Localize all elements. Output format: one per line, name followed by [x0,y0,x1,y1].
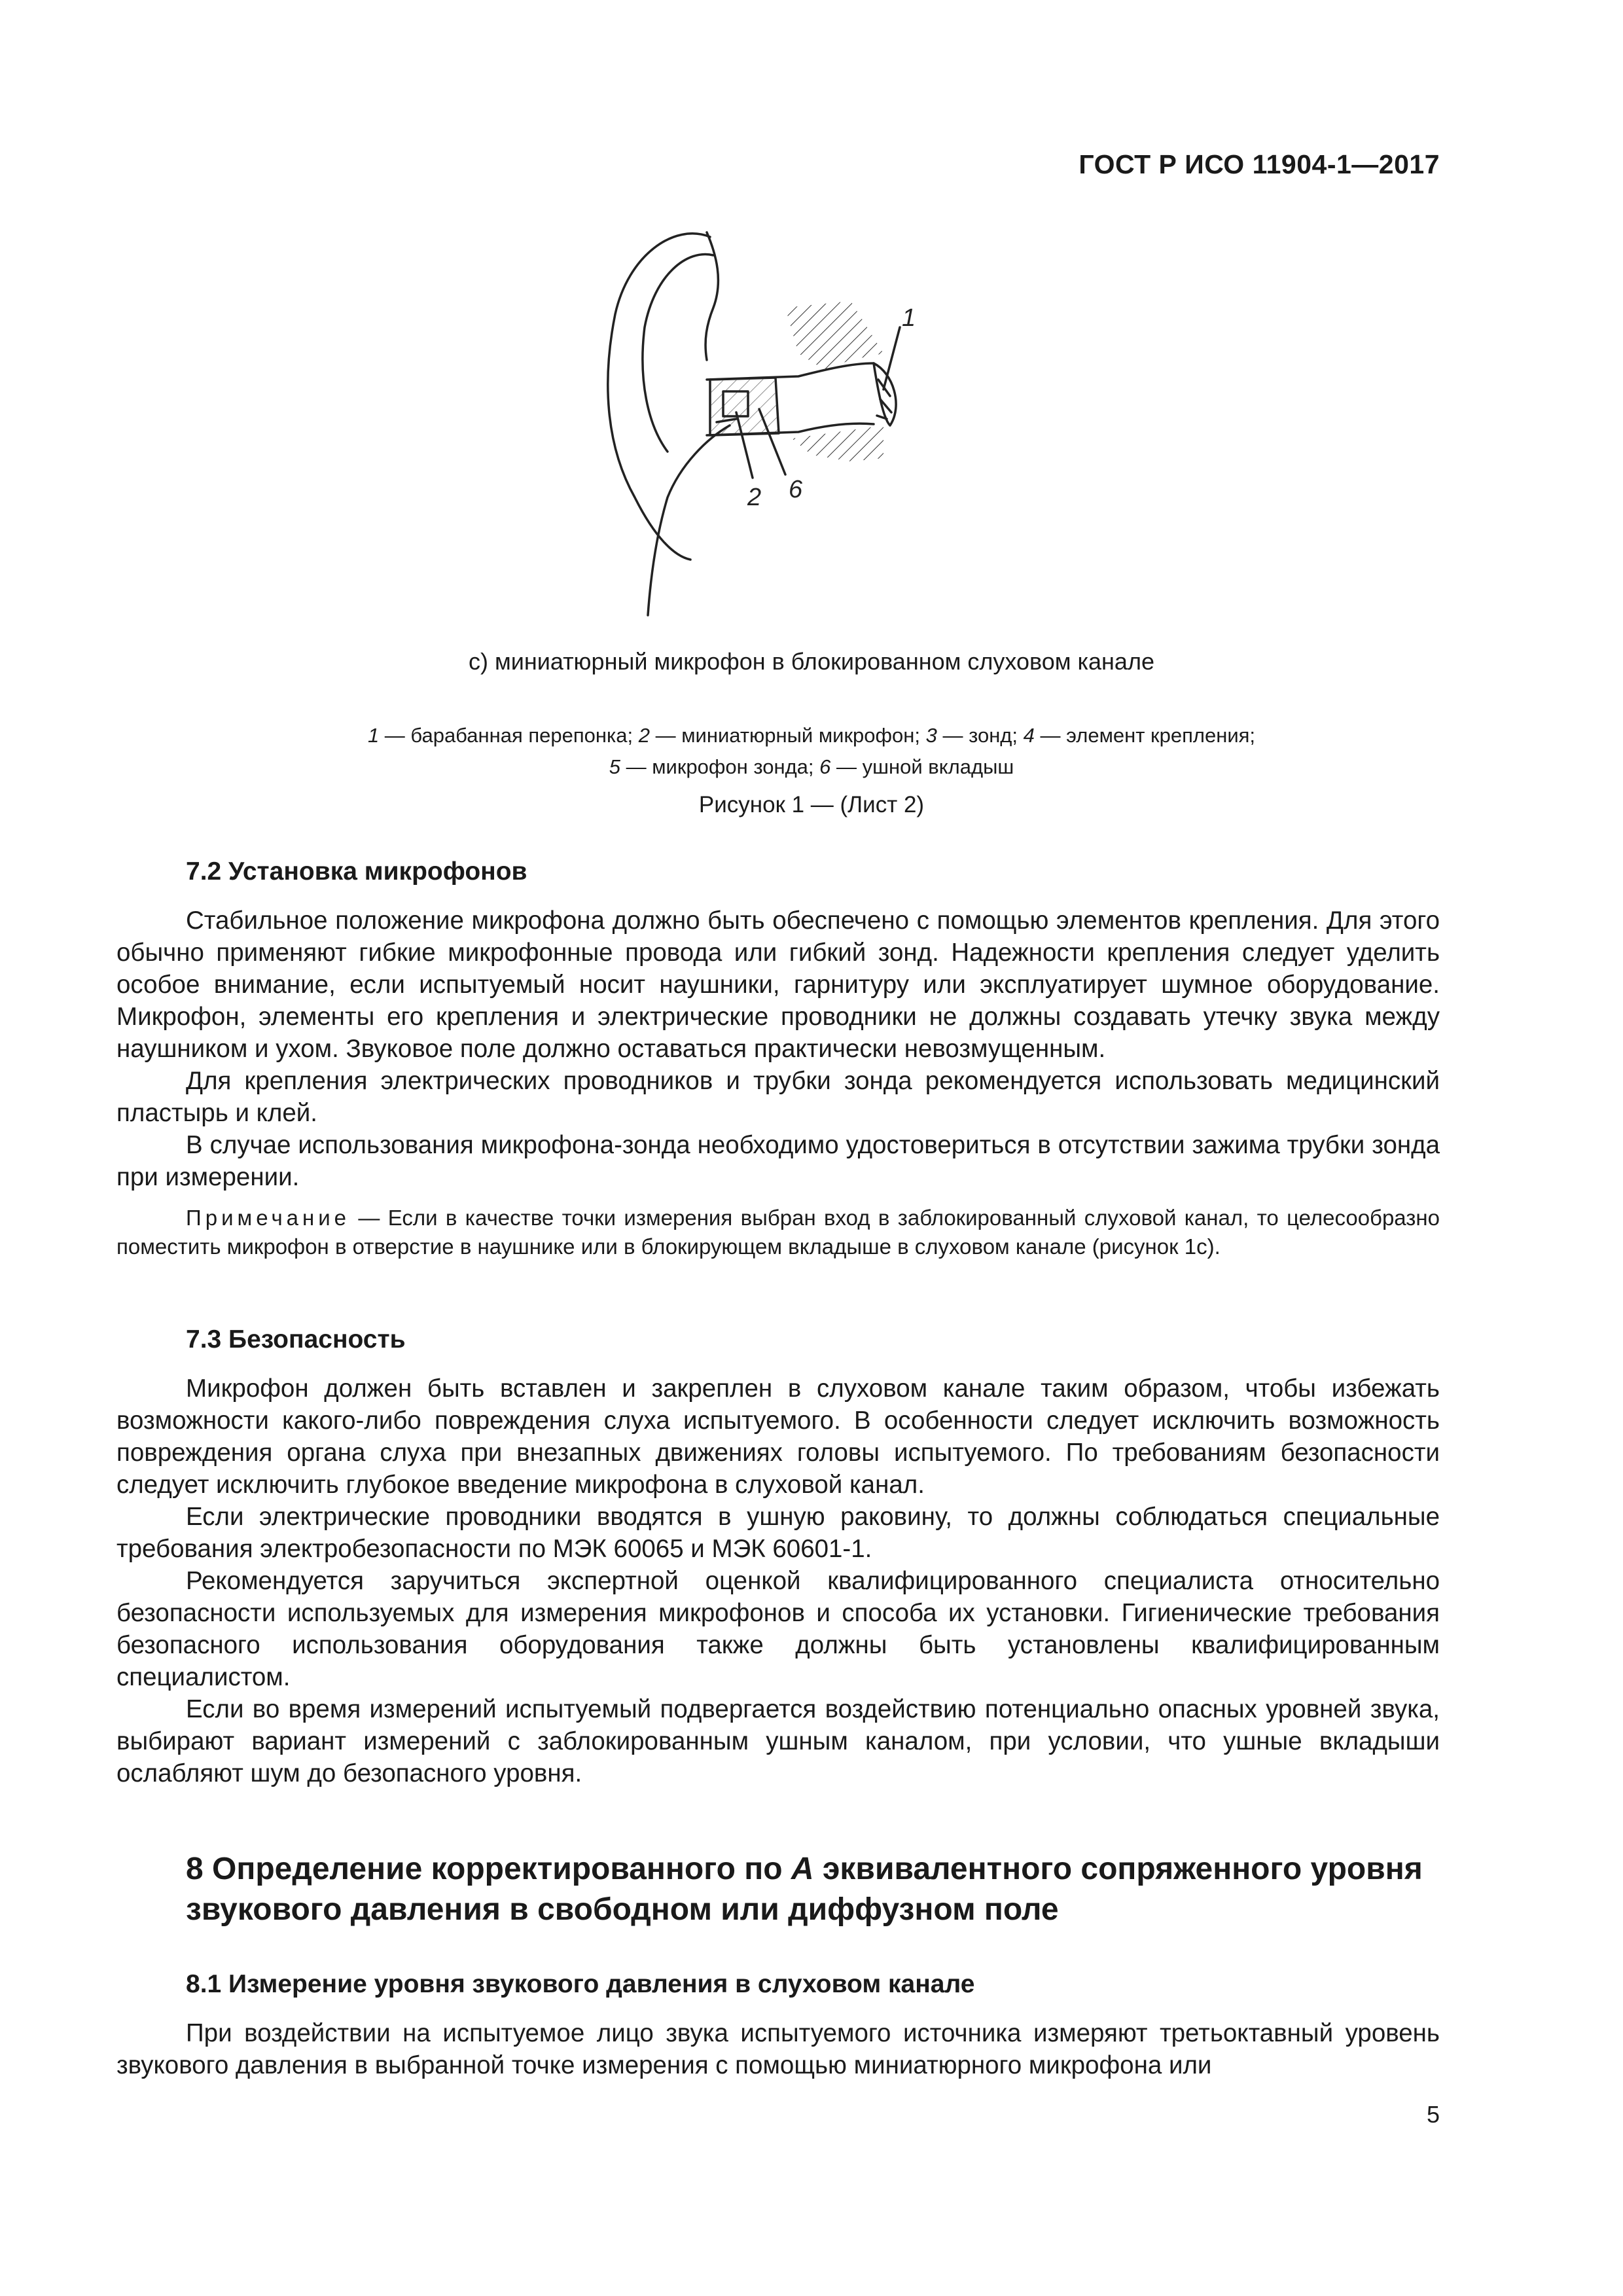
figure-legend [0,720,1623,783]
section-heading: 7.2 Установка микрофонов [186,857,527,886]
legend-line-1 [0,720,1623,751]
pinna-inner-fold [643,254,713,452]
head-contour [705,232,718,360]
paragraph: В случае использования микрофона-зонда необходимо удостовериться в отсутствии зажима трубки зонда при измерении. [116,1131,1440,1191]
note-label: Примечание [186,1206,351,1230]
paragraph: Микрофон должен быть вставлен и закреплен в слуховом канале таким образом, чтобы избежать возможности какого-либо повреждения слуха испытуемого. В особенности следует исключить возможность повреждения органа слуха при внезапных движениях головы испытуемого. По требованиям безопасности следует исключить глубокое введение микрофона в слуховой канал. [116,1374,1440,1499]
label-2: 2 [747,484,762,511]
bone-tissue-upper [785,301,883,370]
legend-line-2 [0,751,1623,783]
paragraph: Стабильное положение микрофона должно быть обеспечено с помощью элементов крепления. Для этого обычно применяют гибкие микрофонные провода или гибкий зонд. Надежности крепления следует уделить особое внимание, если испытуемый носит наушники, гарнитуру или эксплуатирует шумное оборудование. Микрофон, элементы его крепления и электрические проводники не должны создавать утечку звука между наушником и ухом. Звуковое поле должно оставаться практически невозмущенным. [116,906,1440,1063]
paragraph: Если электрические проводники вводятся в ушную раковину, то должны соблюдаться специальные требования электробезопасности по МЭК 60065 и МЭК 60601-1. [116,1503,1440,1563]
microphone-wire [648,425,730,615]
figure-subcaption: с) миниатюрный микрофон в блокированном слуховом канале [469,648,1154,675]
earplug-hatch [711,379,777,434]
legend-number: 4 [1023,724,1035,747]
heading-part: 8 Определение корректированного по [186,1852,791,1886]
paragraph: Для крепления электрических проводников и трубки зонда рекомендуется использовать медицинский пластырь и клей. [116,1067,1440,1127]
section-8 [116,1849,1440,1930]
heading-part: эквивалентного сопряженного уровня звукового давления в свободном или диффузном поле [186,1852,1423,1927]
label-1: 1 [902,304,916,332]
section-heading: 8.1 Измерение уровня звукового давления в слуховом канале [186,1970,975,1998]
legend-number: 2 [638,724,650,747]
heading-italic: А [791,1852,814,1886]
paragraph: При воздействии на испытуемое лицо звука испытуемого источника измеряют третьоктавный уровень звукового давления в выбранной точке измерения с помощью миниатюрного микрофона или [116,2019,1440,2079]
pinna-outline [608,234,710,560]
ear-canal-upper [707,363,874,380]
paragraph: Если во время измерений испытуемый подвергается воздействию потенциально опасных уровней звука, выбирают вариант измерений с заблокированным ушным каналом, при условии, что ушные вкладыши ослабляют шум до безопасного уровня. [116,1695,1440,1787]
section-8-1 [116,1970,1440,2081]
document-header: ГОСТ Р ИСО 11904-1—2017 [1079,149,1440,179]
legend-number: 5 [609,755,620,778]
chapter-heading [116,1849,1440,1930]
section-heading: 7.3 Безопасность [186,1325,406,1354]
section-7-2 [116,857,1440,1261]
section-7-3 [116,1325,1440,1789]
legend-number: 1 [367,724,380,747]
page-number: 5 [1426,2101,1440,2128]
legend-number: 3 [925,724,937,747]
legend-text: — ушной вкладыш [830,755,1014,778]
paragraph: Рекомендуется заручиться экспертной оценкой квалифицированного специалиста относительно безопасности используемых для измерения микрофонов и способа их установки. Гигиенические требования безопасного использования оборудования также должны быть установлены квалифицированным специалистом. [116,1567,1440,1691]
figure-title: Рисунок 1 — (Лист 2) [698,792,925,817]
legend-text: — элемент крепления; [1034,724,1256,747]
legend-text: — барабанная перепонка; [379,724,639,747]
legend-text: — микрофон зонда; [620,755,820,778]
legend-text: — зонд; [936,724,1024,747]
legend-number: 6 [819,755,831,778]
ear-diagram [576,229,942,622]
note [116,1204,1440,1261]
note-text: — Если в качестве точки измерения выбран вход в заблокированный слуховой канал, то целесообразно поместить микрофон в отверстие в наушнике или в блокирующем вкладыше в слуховом канале (рисунок 1с). [116,1206,1440,1259]
legend-text: — миниатюрный микрофон; [649,724,926,747]
label-6: 6 [789,476,803,503]
